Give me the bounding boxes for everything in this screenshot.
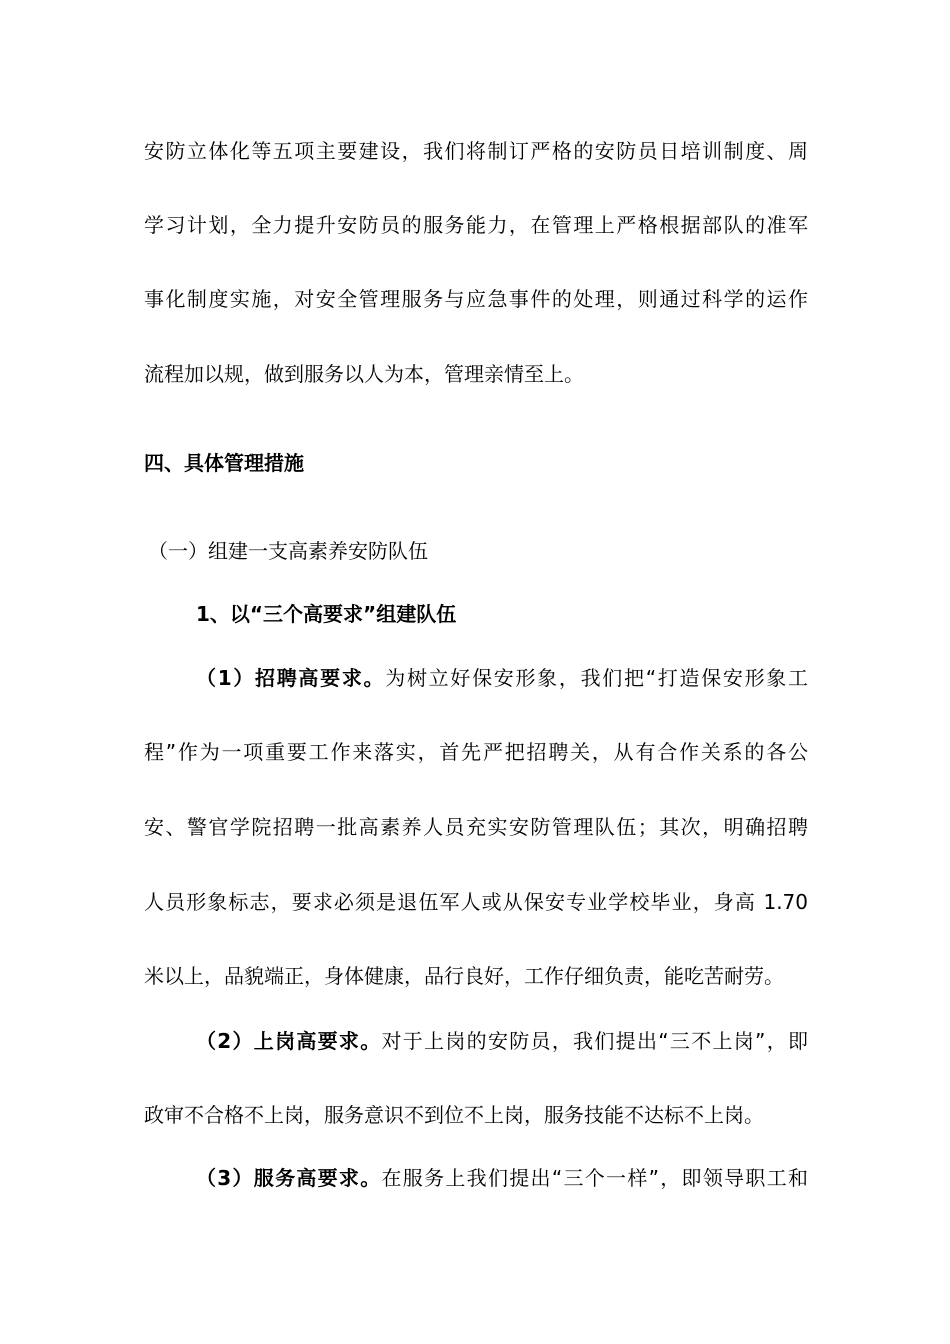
subsection-heading: （一）组建一支高素养安防队伍 [148, 539, 428, 563]
requirement-1-line-4: 人员形象标志，要求必须是退伍军人或从保安专业学校毕业，身高 1.70 [144, 890, 808, 914]
requirement-1-line-2: 程”作为一项重要工作来落实，首先严把招聘关，从有合作关系的各公 [144, 740, 808, 764]
requirement-1-line-3: 安、警官学院招聘一批高素养人员充实安防管理队伍；其次，明确招聘 [144, 815, 808, 839]
requirement-2-line-2: 政审不合格不上岗，服务意识不到位不上岗，服务技能不达标不上岗。 [144, 1103, 764, 1127]
requirement-1-first-line [196, 664, 808, 692]
item-heading: 1、以“三个高要求”组建队伍 [196, 602, 457, 626]
requirement-3-label: （3）服务高要求。 [196, 1166, 382, 1190]
intro-line-2: 学习计划，全力提升安防员的服务能力，在管理上严格根据部队的准军 [144, 213, 808, 237]
requirement-1-line-5: 米以上，品貌端正，身体健康，品行良好，工作仔细负责，能吃苦耐劳。 [144, 964, 784, 988]
requirement-2-text: 对于上岗的安防员，我们提出“三不上岗”，即 [381, 1029, 808, 1053]
requirement-1-text: 为树立好保安形象，我们把“打造保安形象工 [385, 666, 808, 690]
requirement-2-first-line [196, 1027, 808, 1055]
requirement-1-label: （1）招聘高要求。 [196, 666, 386, 690]
intro-line-3: 事化制度实施，对安全管理服务与应急事件的处理，则通过科学的运作 [144, 287, 808, 311]
intro-line-4: 流程加以规，做到服务以人为本，管理亲情至上。 [144, 362, 584, 386]
requirement-3-first-line [196, 1164, 808, 1192]
requirement-3-text: 在服务上我们提出“三个一样”，即领导职工和 [381, 1166, 808, 1190]
requirement-2-label: （2）上岗高要求。 [196, 1029, 382, 1053]
section-heading: 四、具体管理措施 [144, 451, 304, 475]
intro-line-1: 安防立体化等五项主要建设，我们将制订严格的安防员日培训制度、周 [144, 139, 808, 163]
